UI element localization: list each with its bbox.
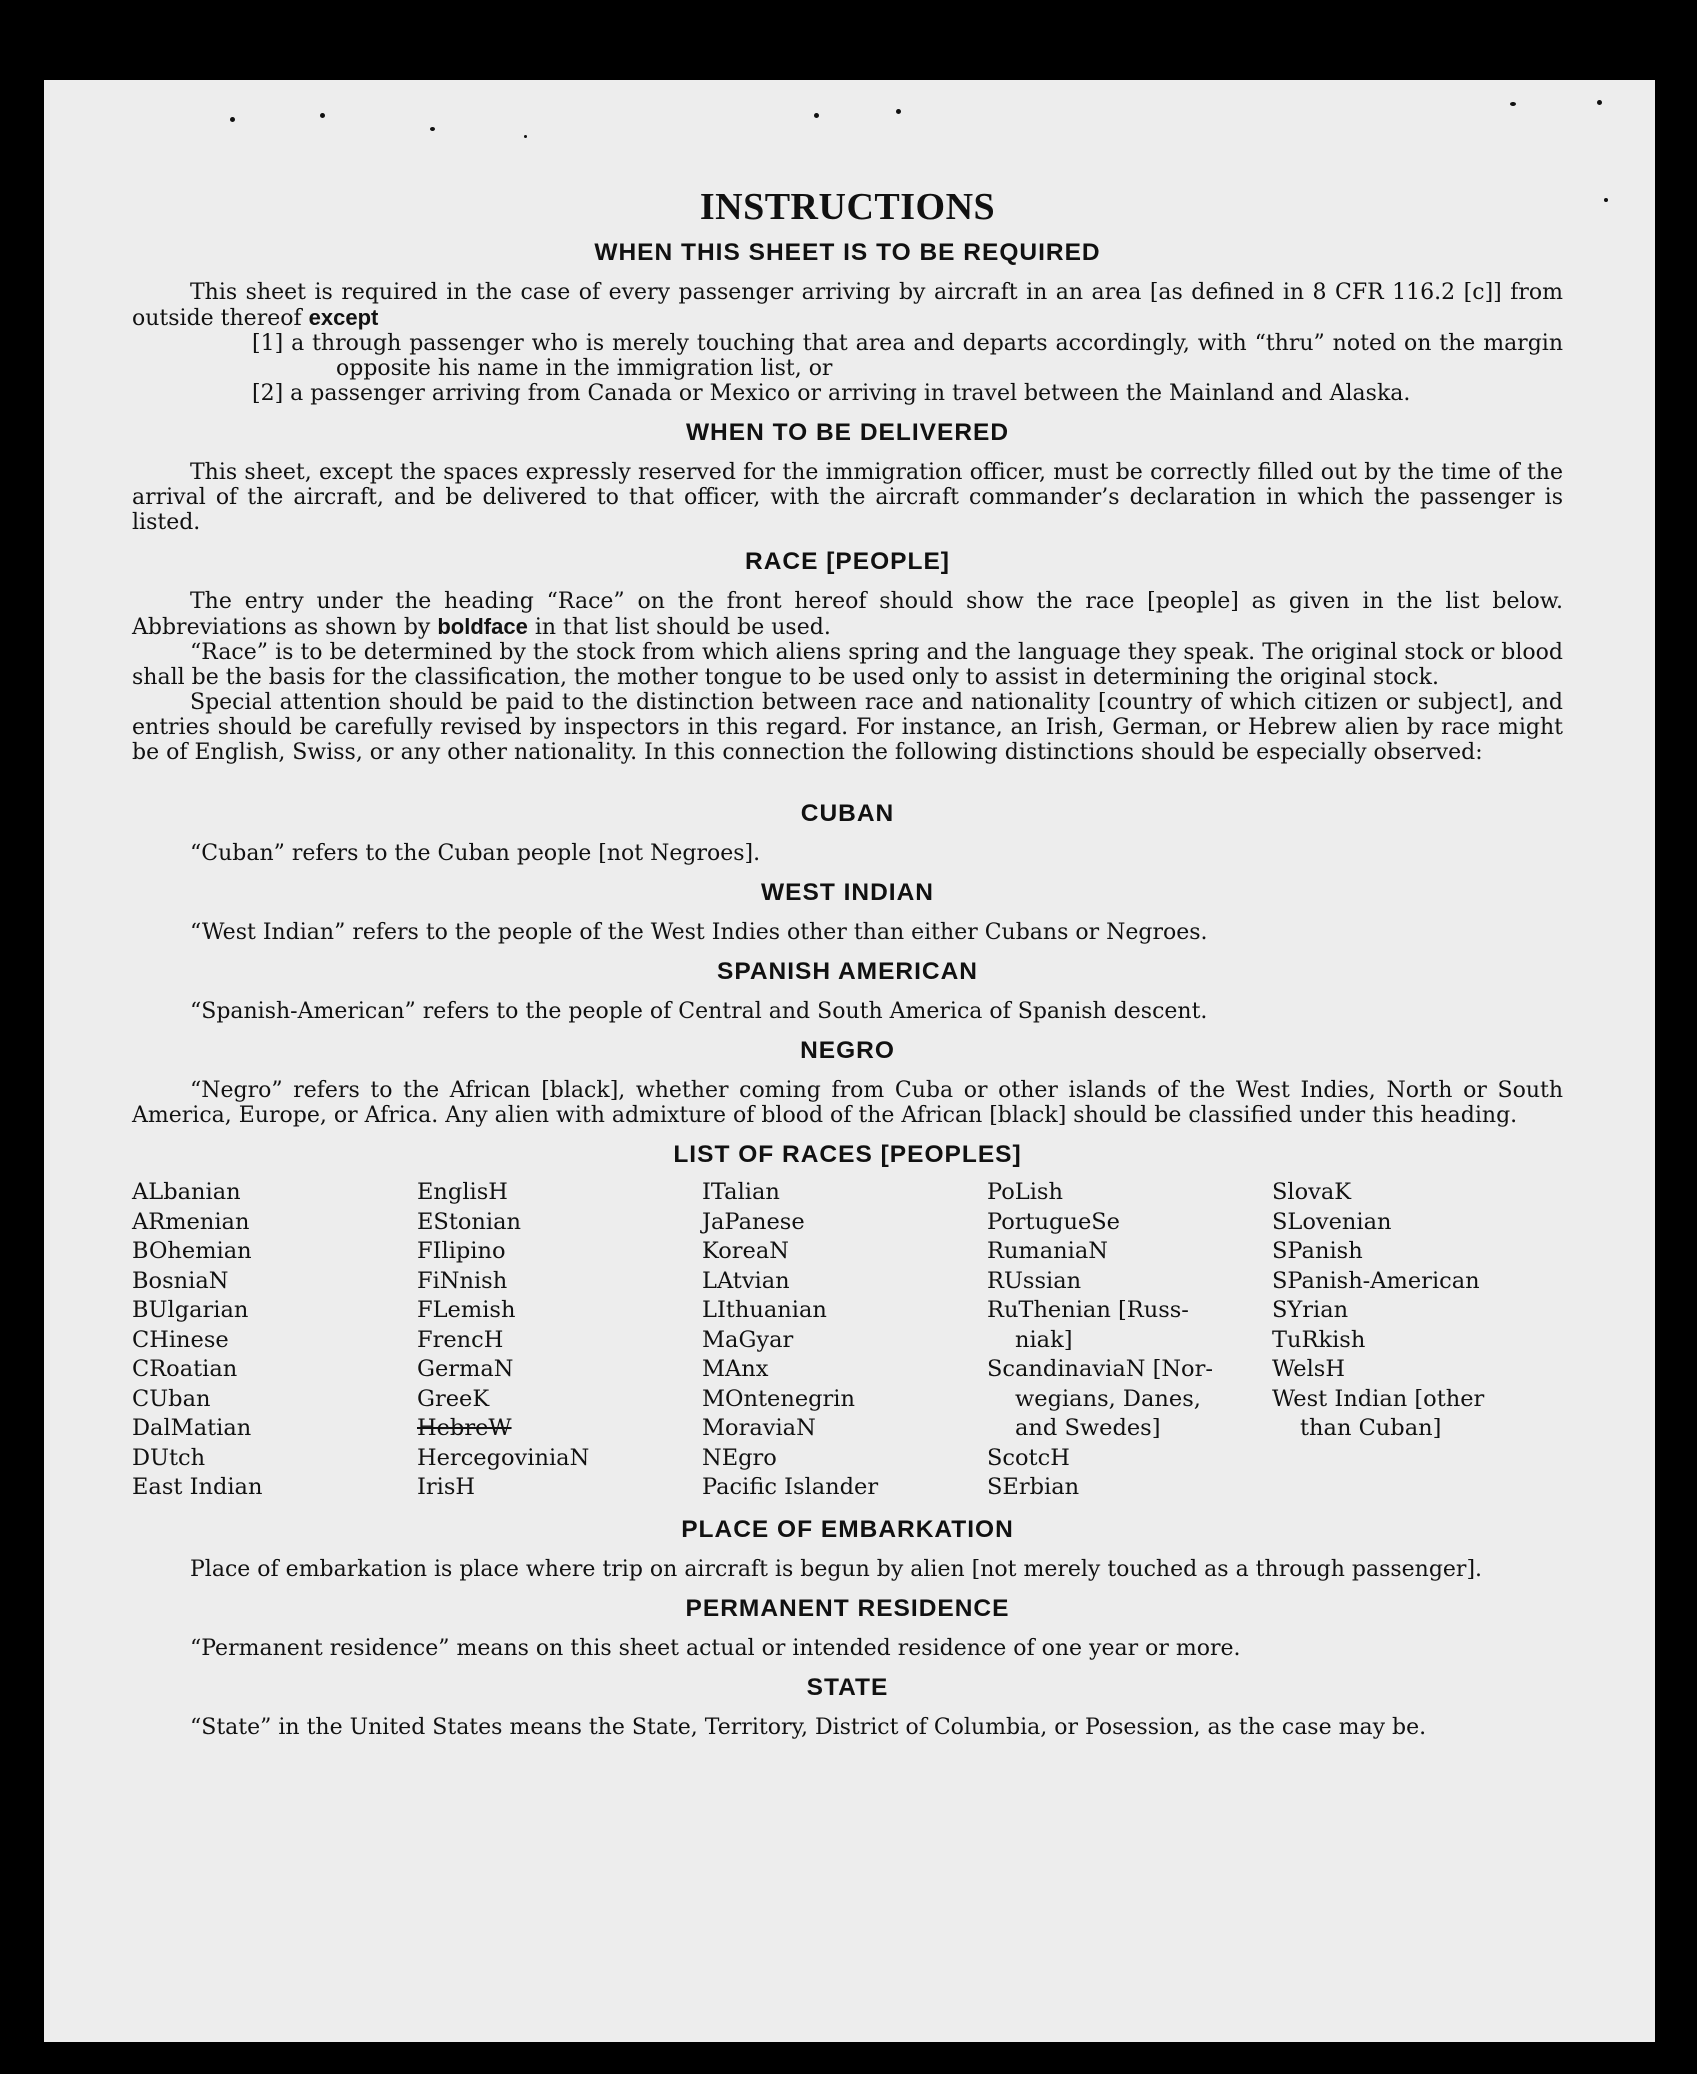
races-list [132,1178,1563,1503]
race-entry: BosniaN [132,1267,229,1294]
race-entry: PortugueSe [987,1208,1121,1235]
page-title: INSTRUCTIONS [699,186,996,228]
races-column-2 [417,1178,702,1503]
race-entry: CUban [132,1385,211,1412]
race-entry: LIthuanian [702,1297,827,1323]
race-entry: TuRkish [1272,1326,1366,1353]
heading-race: RACE [PEOPLE] [745,548,950,575]
race-entry-continued: and Swedes] [1015,1415,1161,1441]
heading-state: STATE [806,1673,889,1701]
scan-speck [814,113,819,118]
heading-list-of-races: LIST OF RACES [PEOPLES] [673,1141,1022,1168]
paragraph-permanent-residence: “Permanent residence” means on this sheet actual or intended residence of one year or more. [190,1635,1241,1661]
race-entry: LAtvian [702,1267,790,1294]
paragraph-when-delivered: This sheet, except the spaces expressly reserved for the immigration officer, must be correctly filled out by the time of the arrival of the aircraft, and be delivered to that officer, with the aircraft commander’s declaration in which the passenger is listed. [132,460,1563,535]
paragraph-spanish-american: “Spanish-American” refers to the people of Central and South America of Spanish descent. [190,999,1208,1024]
race-entry: MOntenegrin [702,1385,855,1412]
race-entry: SErbian [987,1474,1080,1500]
race-entry: MaGyar [702,1326,794,1353]
race-entry: CHinese [132,1326,229,1353]
heading-when-delivered: WHEN TO BE DELIVERED [685,419,1010,446]
race-entry: IrisH [417,1474,476,1500]
race-entry: EnglisH [417,1179,508,1205]
race-entry: Pacific Islander [702,1474,879,1500]
race-entry: ALbanian [132,1179,241,1205]
race-entry: West Indian [other [1272,1385,1485,1412]
heading-embarkation: PLACE OF EMBARKATION [681,1515,1014,1543]
race-entry: MAnx [702,1356,769,1382]
race-entry: GreeK [417,1385,490,1412]
race-entry: SLovenian [1272,1208,1392,1235]
race-entry: FrencH [417,1326,504,1353]
race-entry: HercegoviniaN [417,1444,590,1471]
race-entry: PoLish [987,1179,1063,1205]
scan-speck [1597,100,1602,105]
races-column-1 [132,1178,417,1503]
race-entry: FIlipino [417,1238,506,1264]
paragraph-negro: “Negro” refers to the African [black], whether coming from Cuba or other islands of the West Indies, North or South America, Europe, or Africa. Any alien with admixture of blood of the African [black] should be classified under this heading. [132,1078,1563,1128]
scan-speck [320,113,325,118]
race-entry: GermaN [417,1356,514,1382]
paragraph-when-required: This sheet is required in the case of every passenger arriving by aircraft in an area [as defined in 8 CFR 116.2 [c]] from outside thereof except [132,280,1563,331]
race-entry: FLemish [417,1297,516,1323]
race-entry: FiNnish [417,1267,508,1294]
race-entry: DUtch [132,1444,206,1471]
paragraph-state: “State” in the United States means the State, Territory, District of Columbia, or Posession, as the case may be. [190,1714,1427,1740]
scan-speck [230,117,235,122]
paragraph-embarkation: Place of embarkation is place where trip on aircraft is begun by alien [not merely touched as a through passenger]. [190,1556,1483,1582]
race-entry: RUssian [987,1267,1082,1294]
race-entry: ITalian [702,1179,780,1205]
race-entry: KoreaN [702,1238,789,1264]
scan-speck [1510,102,1516,106]
races-column-3 [702,1178,987,1503]
heading-negro: NEGRO [800,1037,895,1064]
race-entry-continued: niak] [1015,1326,1073,1353]
race-entry-continued: than Cuban] [1300,1415,1442,1441]
heading-when-required: WHEN THIS SHEET IS TO BE REQUIRED [594,239,1101,266]
paragraph-cuban: “Cuban” refers to the Cuban people [not Negroes]. [190,841,761,866]
race-entry: ScotcH [987,1444,1070,1471]
race-entry: BUlgarian [132,1297,249,1323]
paragraph-west-indian: “West Indian” refers to the people of the West Indies other than either Cubans or Negroes. [190,920,1208,945]
list-item-2: [2] a passenger arriving from Canada or Mexico or arriving in travel between the Mainland and Alaska. [252,381,1411,406]
scan-speck [896,109,901,114]
list-item-1: [1] a through passenger who is merely touching that area and departs accordingly, with “thru” noted on the margin opposite his name in the immigration list, or [252,331,1563,381]
scan-speck [1604,198,1608,202]
race-entry: RumaniaN [987,1238,1108,1264]
heading-west-indian: WEST INDIAN [761,879,934,906]
race-entry-struck: HebreW [417,1415,512,1441]
heading-cuban: CUBAN [800,800,895,827]
race-entry: ARmenian [132,1208,250,1235]
race-entry: SPanish-American [1272,1267,1480,1294]
race-entry: East Indian [132,1474,263,1500]
race-entry: NEgro [702,1444,777,1471]
scan-speck [430,127,435,131]
heading-permanent-residence: PERMANENT RESIDENCE [685,1594,1010,1622]
scan-speck [524,135,527,138]
race-entry: SYrian [1272,1297,1349,1323]
race-entry: WelsH [1272,1356,1345,1382]
race-entry: RuThenian [Russ- [987,1297,1189,1323]
race-entry: CRoatian [132,1356,238,1382]
paragraph-race-2: “Race” is to be determined by the stock from which aliens spring and the language they speak. The original stock or blood shall be the basis for the classification, the mother tongue to be used only to assist in determining the original stock. [132,640,1563,690]
race-entry: SlovaK [1272,1179,1352,1205]
race-entry: DalMatian [132,1415,252,1441]
race-entry: SPanish [1272,1238,1363,1264]
race-entry-continued: wegians, Danes, [1015,1385,1201,1412]
races-column-5 [1272,1178,1562,1503]
race-entry: BOhemian [132,1238,252,1264]
document-sheet [44,80,1655,2042]
paragraph-race-1: The entry under the heading “Race” on the front hereof should show the race [people] as given in the list below. Abbreviations as shown by boldface in that list should be used. [132,589,1563,640]
race-entry: ScandinaviaN [Nor- [987,1356,1213,1382]
race-entry: EStonian [417,1208,522,1235]
race-entry: MoraviaN [702,1415,816,1441]
heading-spanish-american: SPANISH AMERICAN [716,958,978,985]
paragraph-race-3: Special attention should be paid to the distinction between race and nationality [country of which citizen or subject], and entries should be carefully revised by inspectors in this regard. For instance, an Irish, German, or Hebrew alien by race might be of English, Swiss, or any other nationality. In this connection the following distinctions should be especially observed: [132,690,1563,765]
races-column-4 [987,1178,1272,1503]
race-entry: JaPanese [702,1208,805,1235]
